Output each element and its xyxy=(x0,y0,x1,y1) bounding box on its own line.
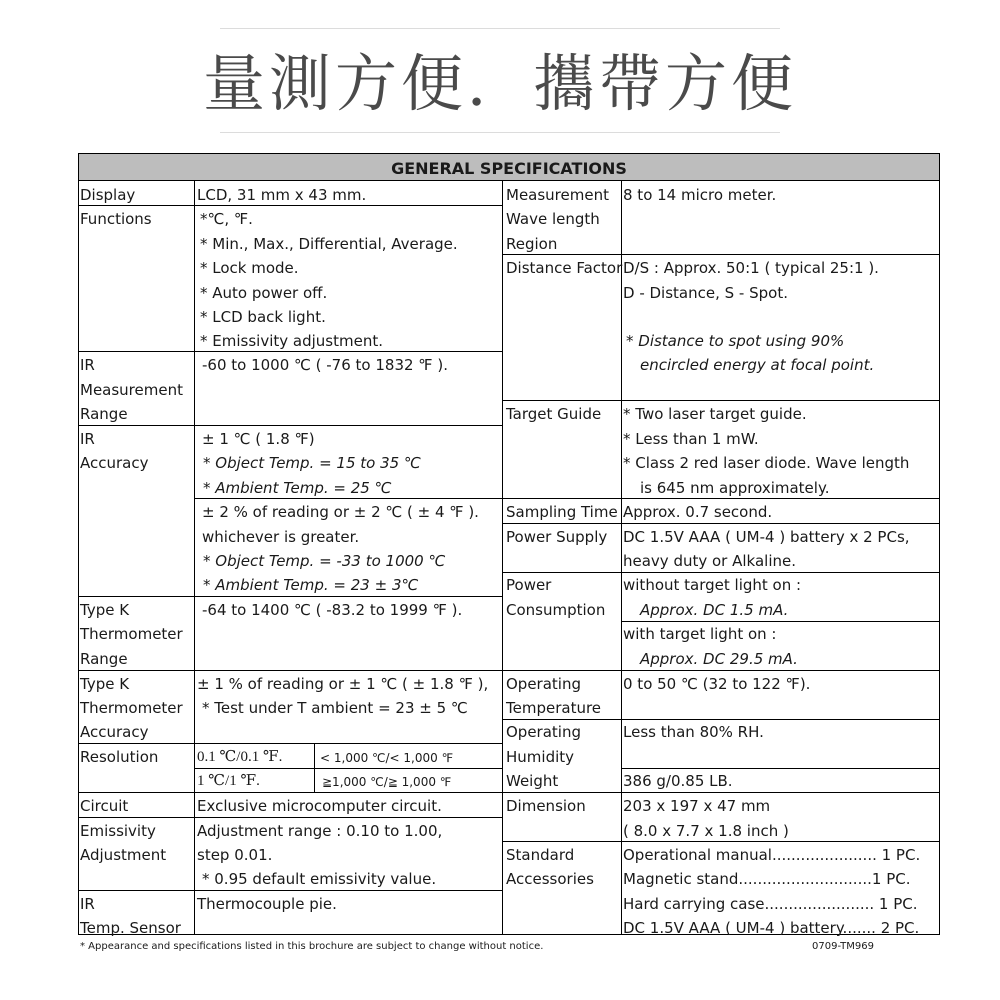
functions-label: Functions xyxy=(80,210,152,228)
wavelength-label-3: Region xyxy=(506,235,558,253)
power-consumption-value-4: Approx. DC 29.5 mA. xyxy=(640,650,798,668)
power-consumption-value-1: without target light on : xyxy=(623,576,802,594)
power-consumption-value-2: Approx. DC 1.5 mA. xyxy=(640,601,789,619)
power-consumption-label-2: Consumption xyxy=(506,601,606,619)
functions-value-2: * Min., Max., Differential, Average. xyxy=(200,235,458,253)
target-value-2: * Less than 1 mW. xyxy=(623,430,759,448)
accessories-value-3: Hard carrying case....................... 1 PC. xyxy=(623,895,918,913)
typek-accuracy-label-3: Accuracy xyxy=(80,723,149,741)
sampling-label: Sampling Time xyxy=(506,503,618,521)
target-value-4: is 645 nm approximately. xyxy=(640,479,830,497)
resolution-range-2: ≧1,000 ℃/≧ 1,000 ℉ xyxy=(322,775,452,789)
functions-value-5: * LCD back light. xyxy=(200,308,326,326)
display-label: Display xyxy=(80,186,136,204)
emissivity-label-2: Adjustment xyxy=(80,846,167,864)
circuit-value: Exclusive microcomputer circuit. xyxy=(197,797,442,815)
ir-accuracy-label-2: Accuracy xyxy=(80,454,149,472)
distance-label: Distance Factor xyxy=(506,259,623,277)
typek-accuracy-label-2: Thermometer xyxy=(80,699,183,717)
op-humidity-label-1: Operating xyxy=(506,723,581,741)
dimension-value-1: 203 x 197 x 47 mm xyxy=(623,797,771,815)
spec-table-header: GENERAL SPECIFICATIONS xyxy=(78,153,940,181)
ir-range-value: -60 to 1000 ℃ ( -76 to 1832 ℉ ). xyxy=(202,356,448,374)
title-top-rule xyxy=(220,28,780,29)
target-value-1: * Two laser target guide. xyxy=(623,405,807,423)
functions-value-6: * Emissivity adjustment. xyxy=(200,332,383,350)
ir-accuracy-value-3: * Ambient Temp. = 25 ℃ xyxy=(203,479,392,497)
emissivity-label-1: Emissivity xyxy=(80,822,156,840)
power-consumption-label-1: Power xyxy=(506,576,552,594)
typek-accuracy-value-1: ± 1 % of reading or ± 1 ℃ ( ± 1.8 ℉ ), xyxy=(197,675,489,693)
functions-value-3: * Lock mode. xyxy=(200,259,299,277)
emissivity-value-1: Adjustment range : 0.10 to 1.00, xyxy=(197,822,443,840)
emissivity-value-2: step 0.01. xyxy=(197,846,273,864)
ir-range-label-1: IR xyxy=(80,356,95,374)
distance-value-1: D/S : Approx. 50:1 ( typical 25:1 ). xyxy=(623,259,879,277)
ir-accuracy-value-4: ± 2 % of reading or ± 2 ℃ ( ± 4 ℉ ). xyxy=(202,503,479,521)
ir-range-label-2: Measurement xyxy=(80,381,183,399)
accessories-value-2: Magnetic stand............................1 PC. xyxy=(623,870,911,888)
display-value: LCD, 31 mm x 43 mm. xyxy=(197,186,367,204)
op-temp-label-1: Operating xyxy=(506,675,581,693)
emissivity-value-3: * 0.95 default emissivity value. xyxy=(202,870,437,888)
col-divider-right-label xyxy=(621,181,622,935)
ir-accuracy-value-5: whichever is greater. xyxy=(202,528,360,546)
typek-range-label-1: Type K xyxy=(80,601,130,619)
power-supply-value-2: heavy duty or Alkaline. xyxy=(623,552,796,570)
op-temp-label-2: Temperature xyxy=(506,699,602,717)
col-divider-left-label xyxy=(194,181,195,935)
row-line xyxy=(78,670,502,671)
page-title: 量測方便．攜帶方便 xyxy=(202,47,797,120)
ir-accuracy-value-6: * Object Temp. = -33 to 1000 ℃ xyxy=(203,552,446,570)
typek-range-value: -64 to 1400 ℃ ( -83.2 to 1999 ℉ ). xyxy=(202,601,463,619)
op-humidity-label-2: Humidity xyxy=(506,748,575,766)
distance-note-2: encircled energy at focal point. xyxy=(640,356,875,374)
distance-value-2: D - Distance, S - Spot. xyxy=(623,284,788,302)
typek-range-label-2: Thermometer xyxy=(80,625,183,643)
accessories-label-1: Standard xyxy=(506,846,575,864)
ir-accuracy-label-1: IR xyxy=(80,430,95,448)
functions-value-1: *℃, ℉. xyxy=(200,210,253,228)
sensor-label-2: Temp. Sensor xyxy=(80,919,181,937)
wavelength-label-1: Measurement xyxy=(506,186,609,204)
ir-accuracy-value-1: ± 1 ℃ ( 1.8 ℉) xyxy=(202,430,315,448)
row-line xyxy=(502,400,940,401)
row-line xyxy=(78,425,502,426)
power-supply-value-1: DC 1.5V AAA ( UM-4 ) battery x 2 PCs, xyxy=(623,528,910,546)
typek-accuracy-label-1: Type K xyxy=(80,675,130,693)
distance-note-1: * Distance to spot using 90% xyxy=(626,332,845,350)
typek-accuracy-value-2: * Test under T ambient = 23 ± 5 ℃ xyxy=(202,699,468,717)
dimension-value-2: ( 8.0 x 7.7 x 1.8 inch ) xyxy=(623,822,789,840)
target-label: Target Guide xyxy=(506,405,602,423)
dimension-label: Dimension xyxy=(506,797,586,815)
footnote: * Appearance and specifications listed in this brochure are subject to change without notice. xyxy=(80,941,544,952)
accessories-value-1: Operational manual...................... 1 PC. xyxy=(623,846,921,864)
resolution-value-2: 1 ℃/1 ℉. xyxy=(197,773,260,789)
resolution-value-1: 0.1 ℃/0.1 ℉. xyxy=(197,749,283,765)
resolution-range-1: < 1,000 ℃/< 1,000 ℉ xyxy=(320,751,454,765)
col-divider-middle xyxy=(502,181,503,935)
accessories-value-4: DC 1.5V AAA ( UM-4 ) battery....... 2 PC. xyxy=(623,919,920,937)
circuit-label: Circuit xyxy=(80,797,129,815)
power-supply-label: Power Supply xyxy=(506,528,608,546)
weight-value: 386 g/0.85 LB. xyxy=(623,772,733,790)
wavelength-label-2: Wave length xyxy=(506,210,600,228)
model-code: 0709-TM969 xyxy=(812,941,874,952)
target-value-3: * Class 2 red laser diode. Wave length xyxy=(623,454,910,472)
ir-accuracy-value-7: * Ambient Temp. = 23 ± 3℃ xyxy=(203,576,419,594)
ir-range-label-3: Range xyxy=(80,405,128,423)
sensor-label-1: IR xyxy=(80,895,95,913)
sampling-value: Approx. 0.7 second. xyxy=(623,503,773,521)
accessories-label-2: Accessories xyxy=(506,870,594,888)
typek-range-label-3: Range xyxy=(80,650,128,668)
wavelength-value: 8 to 14 micro meter. xyxy=(623,186,777,204)
op-temp-value: 0 to 50 ℃ (32 to 122 ℉). xyxy=(623,675,811,693)
functions-value-4: * Auto power off. xyxy=(200,284,328,302)
op-humidity-value: Less than 80% RH. xyxy=(623,723,764,741)
resolution-label: Resolution xyxy=(80,748,159,766)
ir-accuracy-value-2: * Object Temp. = 15 to 35 ℃ xyxy=(203,454,421,472)
power-consumption-value-3: with target light on : xyxy=(623,625,777,643)
title-bottom-rule xyxy=(220,132,780,133)
sensor-value: Thermocouple pie. xyxy=(197,895,337,913)
weight-label: Weight xyxy=(506,772,559,790)
row-line xyxy=(502,254,940,255)
